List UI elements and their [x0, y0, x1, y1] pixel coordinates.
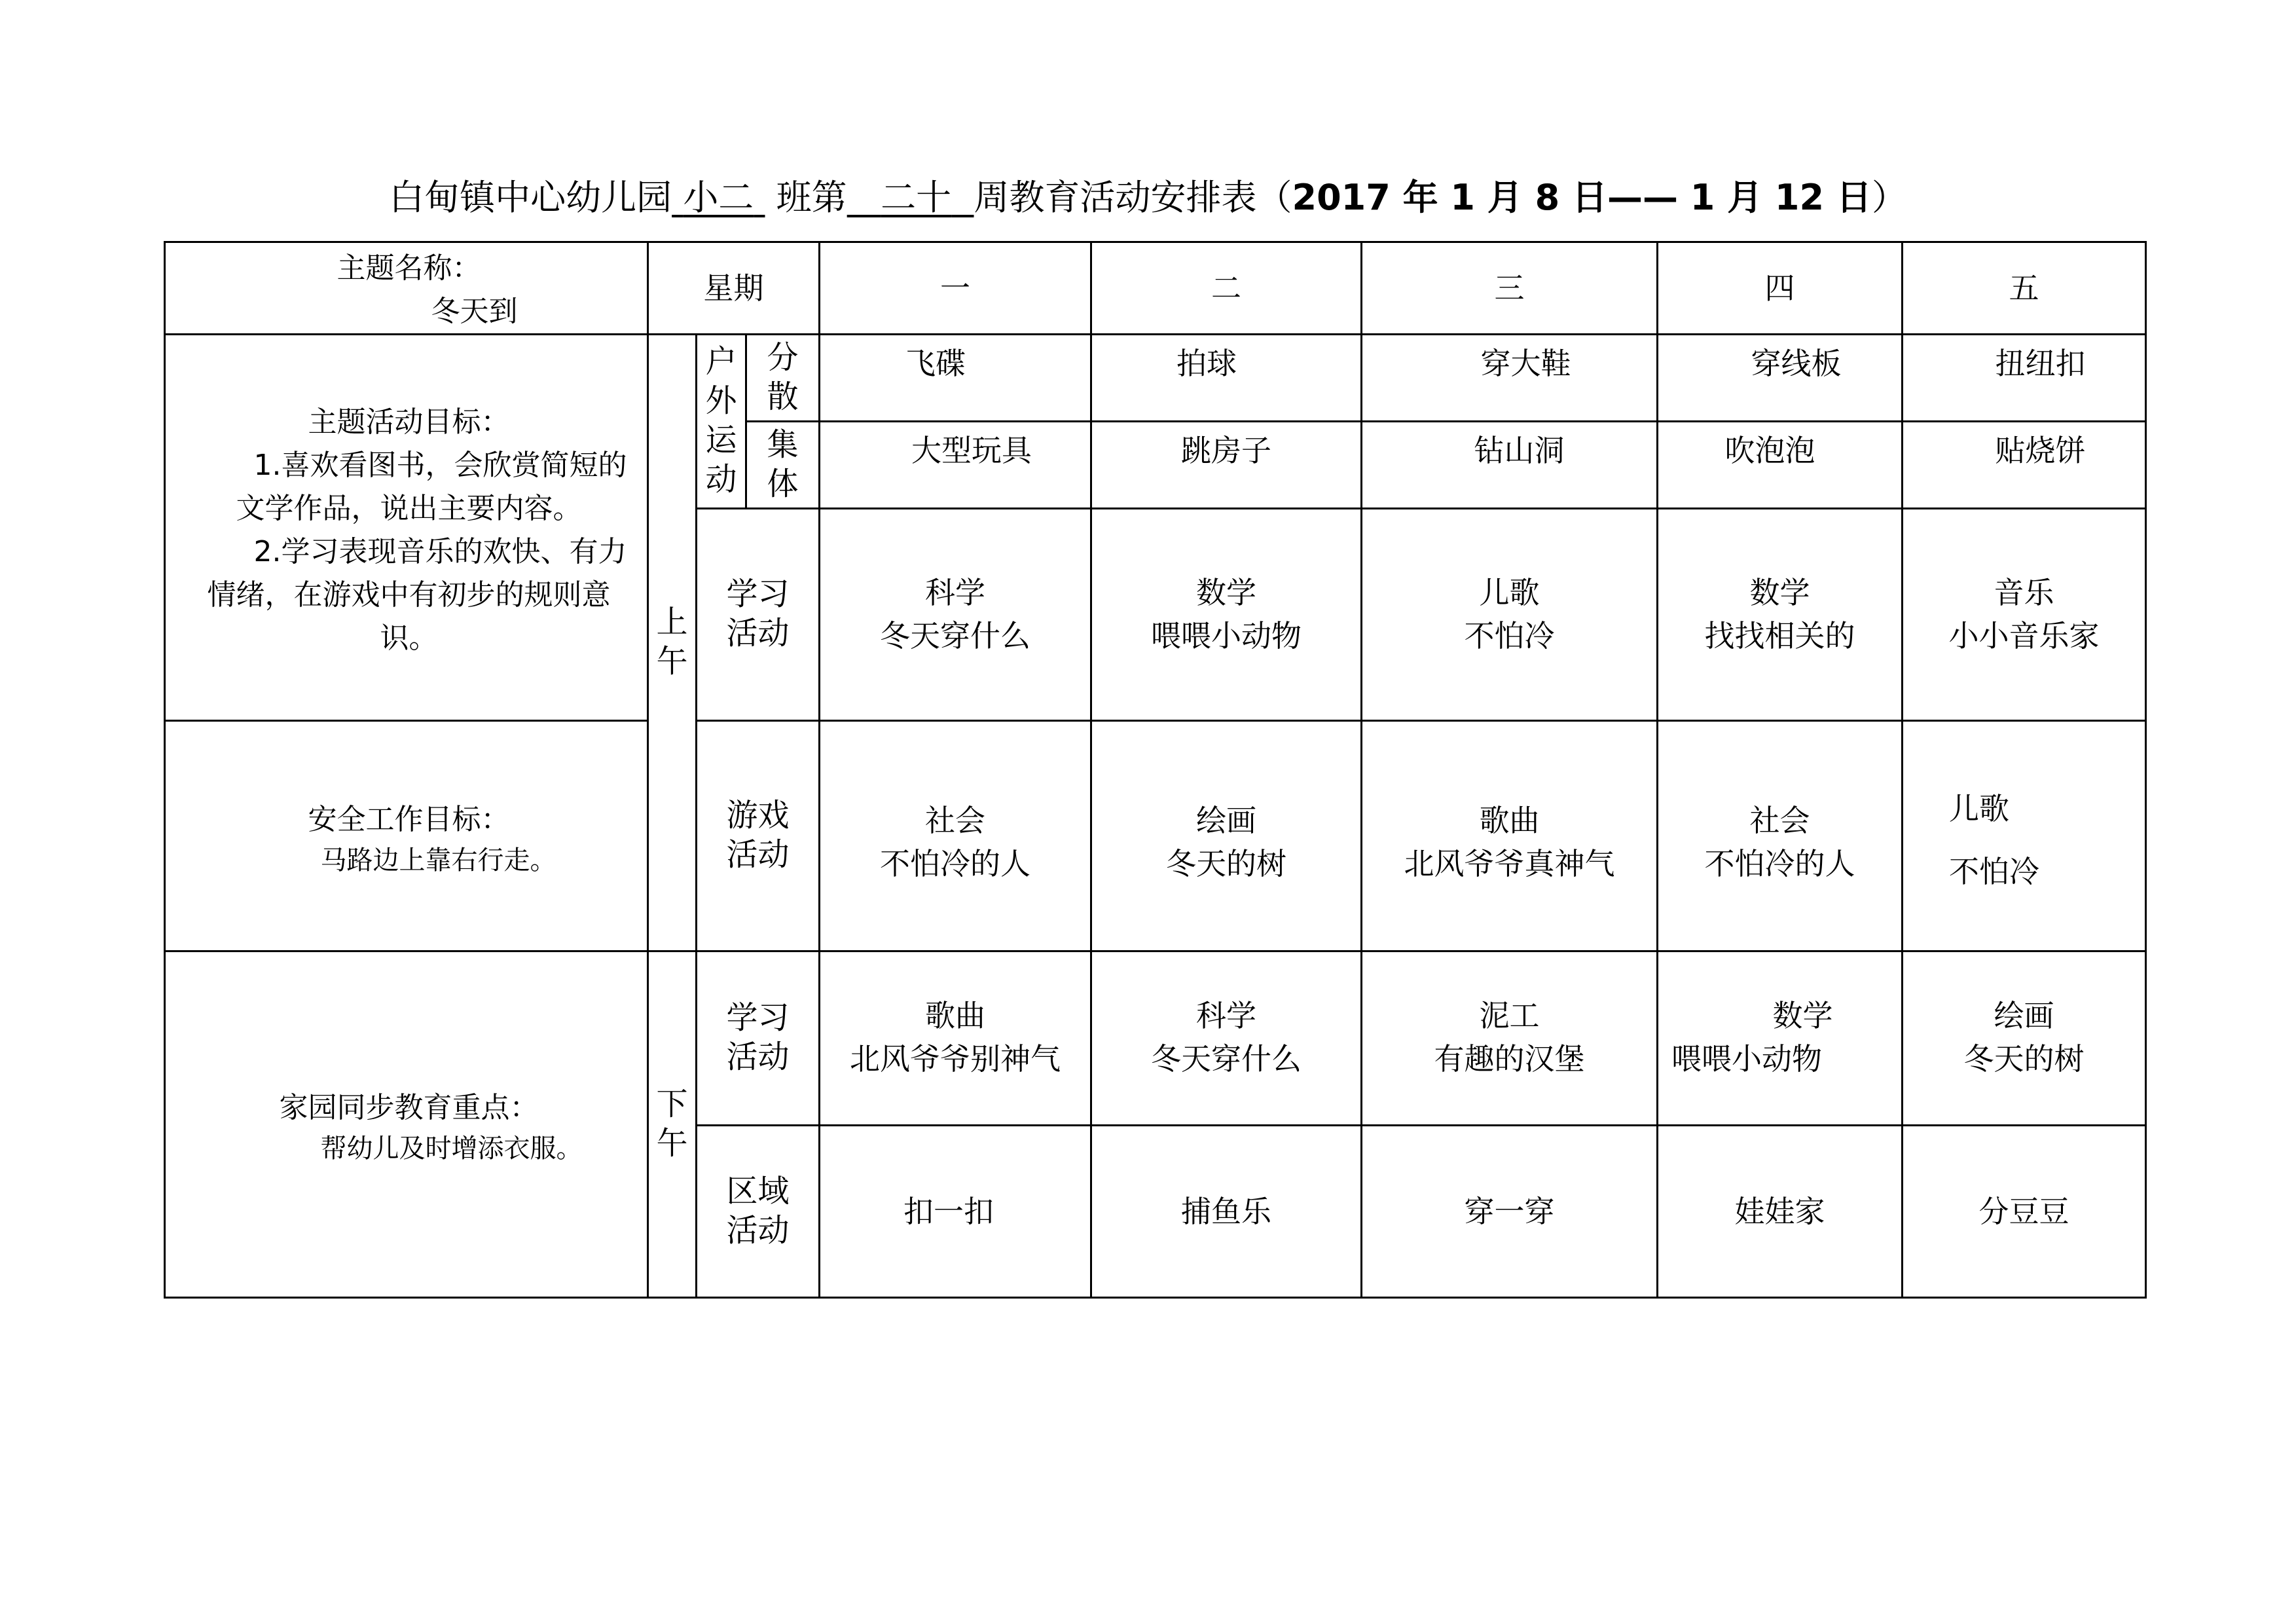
area-category: 区域活动	[697, 1126, 820, 1298]
area-tue: 捕鱼乐	[1091, 1126, 1362, 1298]
game-fri: 儿歌 不怕冷	[1903, 721, 2146, 951]
title-suffix: ）	[1871, 177, 1907, 218]
group-mon: 大型玩具	[820, 422, 1091, 509]
study-pm-row	[165, 951, 2146, 1126]
study-am-category: 学习活动	[697, 509, 820, 721]
game-category: 游戏活动	[697, 721, 820, 951]
outdoor-scattered-row	[165, 335, 2146, 422]
theme-goal-1: 1.喜欢看图书，会欣赏简短的文学作品，说出主要内容。	[236, 448, 627, 525]
study-am-mon: 科学 冬天穿什么	[820, 509, 1091, 721]
study-pm-mon: 歌曲 北风爷爷别神气	[820, 951, 1091, 1126]
theme-name-cell	[165, 242, 648, 335]
title-date-range: 2017 年 1 月 8 日—— 1 月 12 日	[1292, 177, 1872, 218]
morning-period: 上午	[648, 335, 697, 951]
outdoor-category: 户外运动	[697, 335, 746, 509]
header-row	[165, 242, 2146, 335]
day-header-tue: 二	[1091, 242, 1362, 335]
theme-name-label: 主题名称：	[337, 251, 481, 285]
area-mon: 扣一扣	[820, 1126, 1091, 1298]
title-prefix: 白甸镇中心幼儿园	[389, 177, 672, 218]
study-pm-thu: 数学 喂喂小动物	[1658, 951, 1903, 1126]
day-header-mon: 一	[820, 242, 1091, 335]
safety-goal-label: 安全工作目标：	[308, 802, 510, 836]
safety-goal-value: 马路边上靠右行走。	[320, 845, 556, 876]
study-pm-category: 学习活动	[697, 951, 820, 1126]
scattered-fri: 扭纽扣	[1903, 335, 2146, 422]
area-wed: 穿一穿	[1362, 1126, 1658, 1298]
study-am-thu: 数学 找找相关的	[1658, 509, 1903, 721]
group-category: 集体	[746, 422, 820, 509]
game-thu: 社会 不怕冷的人	[1658, 721, 1903, 951]
safety-goal-cell	[165, 721, 648, 951]
area-thu: 娃娃家	[1658, 1126, 1903, 1298]
home-edu-label: 家园同步教育重点：	[279, 1091, 539, 1124]
study-am-wed: 儿歌 不怕冷	[1362, 509, 1658, 721]
weekday-label: 星期	[648, 242, 820, 335]
group-tue: 跳房子	[1091, 422, 1362, 509]
study-am-fri: 音乐 小小音乐家	[1903, 509, 2146, 721]
scattered-thu: 穿线板	[1658, 335, 1903, 422]
day-header-wed: 三	[1362, 242, 1658, 335]
title-class-name: 小二	[683, 177, 754, 218]
title-week: 二十	[881, 177, 952, 218]
study-am-tue: 数学 喂喂小动物	[1091, 509, 1362, 721]
title-mid2: 周教育活动安排表（	[974, 177, 1292, 218]
group-fri: 贴烧饼	[1903, 422, 2146, 509]
theme-goal-cell	[165, 335, 648, 721]
theme-name-value: 冬天到	[431, 295, 518, 328]
scattered-category: 分散	[746, 335, 820, 422]
afternoon-period: 下午	[648, 951, 697, 1298]
group-thu: 吹泡泡	[1658, 422, 1903, 509]
schedule-table	[164, 241, 2147, 1299]
theme-goal-label: 主题活动目标：	[308, 405, 510, 439]
scattered-mon: 飞碟	[820, 335, 1091, 422]
title-mid1: 班第	[765, 177, 847, 218]
group-wed: 钻山洞	[1362, 422, 1658, 509]
game-tue: 绘画 冬天的树	[1091, 721, 1362, 951]
area-fri: 分豆豆	[1903, 1126, 2146, 1298]
home-edu-value: 帮幼儿及时增添衣服。	[320, 1134, 583, 1164]
theme-goal-2: 2.学习表现音乐的欢快、有力情绪，在游戏中有初步的规则意识。	[207, 534, 627, 655]
game-wed: 歌曲 北风爷爷真神气	[1362, 721, 1658, 951]
scattered-wed: 穿大鞋	[1362, 335, 1658, 422]
study-pm-wed: 泥工 有趣的汉堡	[1362, 951, 1658, 1126]
game-row	[165, 721, 2146, 951]
study-pm-tue: 科学 冬天穿什么	[1091, 951, 1362, 1126]
day-header-thu: 四	[1658, 242, 1903, 335]
game-mon: 社会 不怕冷的人	[820, 721, 1091, 951]
home-edu-cell	[165, 951, 648, 1298]
scattered-tue: 拍球	[1091, 335, 1362, 422]
day-header-fri: 五	[1903, 242, 2146, 335]
study-pm-fri: 绘画 冬天的树	[1903, 951, 2146, 1126]
page-title	[164, 172, 2132, 224]
